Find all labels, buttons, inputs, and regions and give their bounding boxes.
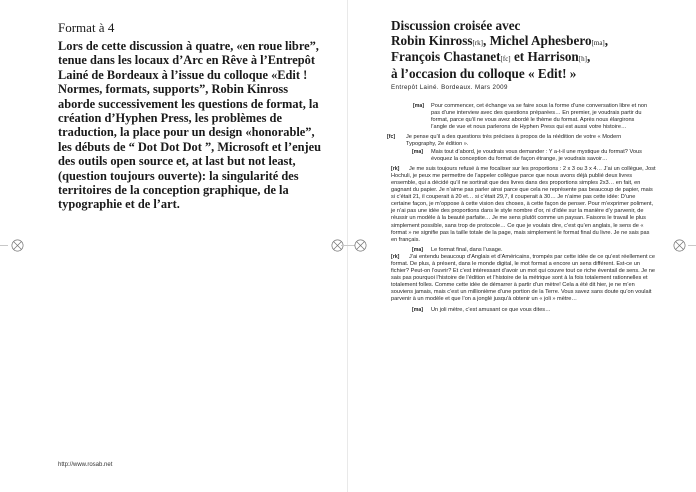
- title-line-1: Discussion croisée avec: [391, 18, 521, 33]
- turn-text: Un joli mètre, c’est amusant ce que vous dites…: [431, 306, 551, 313]
- title-comma: ,: [586, 49, 591, 65]
- title-name-chastanet: François Chastanet: [391, 49, 501, 65]
- speaker-label: [ma]: [413, 103, 424, 109]
- section-heading: Format à 4: [58, 20, 115, 35]
- speaker-tag: [h]: [578, 55, 587, 64]
- gutter-fold: [347, 0, 348, 492]
- dialog-turn: [391, 103, 656, 131]
- turn-text: J’ai entendu beaucoup d’Anglais et d’Américains, trompés par cette idée de ce qu’est réellement ce format. De plus, à présent, dans le monde digital, le mot format a encore un sens différent. Est-ce un fichier? Peut-on l’ouvrir? Et c’est intéressant d’avoir un mot qui couvre tout ce riche éventail de sens. Je ne sais pas pourquoi l’histoire de l’édition et l’histoire de la métrique sont à la fois totalement rationnelles et totalement folles. Comme cette idée de démarrer à partir d’un mètre! Cela a été dit hier, je ne m’en souviens jamais, mais c’est un millionième d’une portion de la Terre. Vous savez sans doute qu’on voulait parvenir à un modèle et que l’on a jonglé jusqu’à obtenir un « joli » mètre…: [391, 253, 655, 303]
- discussion-title: [391, 19, 651, 81]
- speaker-tag: [rk]: [472, 38, 483, 47]
- dialog-turn: [391, 254, 656, 304]
- turn-text: Je me suis toujours refusé à me focaliser sur les proportions : 2 x 3 ou 3 x 4… J’ai un collègue, Jost Hochuli, je peux me permettre de l’appeler collègue parce que nous avons déjà publié deux livres ensemble, qui a décidé qu’il ne sortirait que des livres dans des proportions simples 2x3… en fait, en gagnant du papier. Je n’aime pas parler ainsi parce que cela ne représente pas beaucoup de papier, mais si c’était 21, il couperait à 20 et… si c’était 29,7, il couperait à 30… Je n’aime pas cette idée: D’une certaine façon, je m’oppose à cette vision des choses, à cette façon de penser. Pour m’exprimer poliment, je n’ai pas une idée des proportions dans le style nombre d’or, ni d’idée sur la manière d’y parvenir, de réussir un modèle à la beauté parfaite… Je me sens plutôt comme un paysan. Faisons le travail le plus simplement possible, sans trop de protocole… Ce que je voulais dire, c’est qu’en anglais, le sens de « format » ne signifie pas la taille totale de la page, mais simplement le format final du livre. Je ne sais pas en français.: [391, 165, 656, 243]
- turn-text: Pour commencer, cet échange va se faire sous la forme d’une conversation libre et non pas d’une interview avec des questions préparées… En premier, je voudrais partir du format, parce qu’il ne vous avez abordé le thème du format. Après nous élargirons l’angle de vue et nous parlerons de Hyphen Press qui est aussi votre histoire…: [431, 103, 648, 131]
- title-line-4: à l’occasion du colloque « Edit! »: [391, 65, 577, 81]
- turn-text: Mais tout d’abord, je voudrais vous demander : Y a-t-il une mystique du format? Vous évoquez la conception du format de façon étrange, je voudrais savoir…: [431, 148, 642, 162]
- speaker-label: [fc]: [387, 134, 396, 141]
- dialog-turn: [387, 134, 656, 148]
- right-page-header: [391, 19, 651, 91]
- registration-mark-icon: [11, 239, 24, 252]
- center-mark-line: [341, 245, 355, 246]
- title-name-kinross: Robin Kinross: [391, 32, 473, 48]
- event-meta: Entrepôt Lainé. Bordeaux. Mars 2009: [391, 84, 508, 92]
- folio-url: http://www.rosab.net: [58, 462, 113, 468]
- dialog-turn: [391, 166, 656, 244]
- left-page-column: [58, 20, 323, 212]
- speaker-tag: [fc]: [500, 55, 511, 64]
- turn-text: Je pense qu’il a des questions très précises à propos de la réédition de votre « Modern Typography, 2e édition ».: [406, 134, 622, 148]
- speaker-tag: [ma]: [591, 38, 605, 47]
- left-edge-mark-line: [0, 245, 8, 246]
- registration-mark-icon: [673, 239, 686, 252]
- speaker-label: [rk]: [391, 165, 400, 172]
- registration-mark-icon: [354, 239, 367, 252]
- dialog-transcript: [387, 103, 656, 314]
- speaker-label: [rk]: [391, 253, 400, 260]
- title-comma: ,: [604, 32, 609, 48]
- title-name-aphesbero: , Michel Aphesbero: [482, 32, 592, 48]
- dialog-turn: [391, 307, 656, 314]
- speaker-label: [ma]: [412, 246, 423, 253]
- intro-paragraph: Lors de cette discussion à quatre, «en roue libre”, tenue dans les locaux d’Arc en Rêve à l’Entrepôt Lainé de Bordeaux à l’issue du colloque «Edit ! Normes, formats, supports”, Robin Kinross aborde successivement les questions de format, la création d’Hyphen Press, les problèmes de traduction, la place pour un design «honorable”, les débuts de “ Dot Dot Dot ”, Microsoft et l’enjeu des outils open source et, at last but not least, (question toujours ouverte): la singularité des territoires de la conception graphique, de la typographie et de l’art.: [58, 39, 322, 212]
- speaker-label: [ma]: [412, 306, 423, 313]
- turn-text: Le format final, dans l’usage.: [431, 246, 503, 253]
- dialog-turn: [391, 247, 656, 254]
- title-name-harrison: et Harrison: [510, 49, 579, 65]
- speaker-label: [ma]: [412, 148, 423, 155]
- dialog-turn: [391, 149, 656, 163]
- right-edge-mark-line: [688, 245, 696, 246]
